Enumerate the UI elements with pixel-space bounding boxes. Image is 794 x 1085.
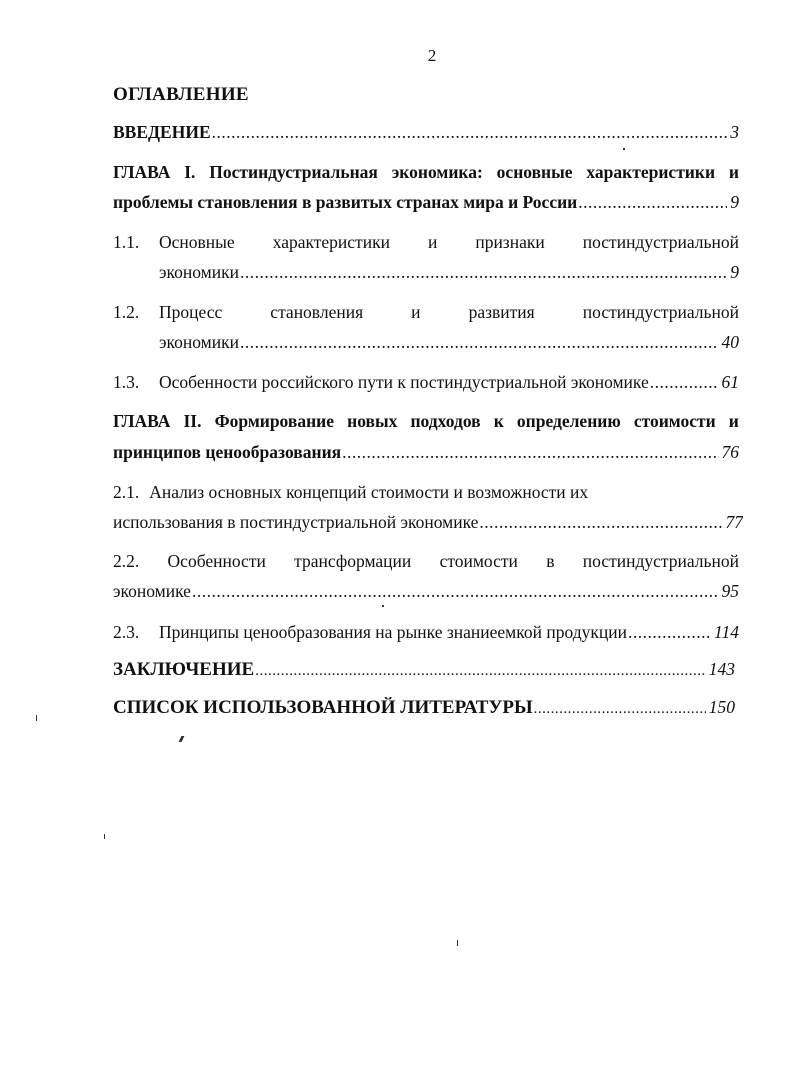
word: новых — [347, 411, 398, 431]
toc-entry-conclusion-page: 143 — [708, 659, 735, 679]
word: к — [493, 411, 504, 431]
word: и — [427, 232, 438, 252]
word: характеристики — [586, 162, 716, 182]
toc-section-number: 1.3. — [113, 372, 140, 392]
word: Процесс — [159, 302, 223, 322]
toc-entry-intro-page: 3 — [730, 122, 739, 142]
toc-section-text: Принципы ценообразования на рынке знаниеемкой продукции — [159, 622, 627, 642]
word: и — [728, 411, 739, 431]
word: и — [728, 162, 739, 182]
toc-section-1-1-line1[interactable] — [159, 232, 739, 253]
leader-dots — [240, 262, 727, 283]
toc-section-1-2-line2[interactable] — [159, 332, 739, 353]
word: постиндустриальной — [582, 232, 739, 252]
toc-section-text: Особенности российского пути к постиндустриальной экономике — [159, 372, 649, 392]
toc-chapter1-page: 9 — [730, 192, 739, 212]
scan-speck — [382, 605, 384, 607]
word: становления — [270, 302, 364, 322]
toc-section-text: использования в постиндустриальной экономике — [113, 512, 479, 532]
toc-entry-references-page: 150 — [708, 697, 735, 717]
toc-section-number: 2.3. — [113, 622, 140, 642]
toc-chapter2-title-line2[interactable] — [113, 442, 739, 463]
toc-section-page: 9 — [730, 262, 739, 282]
toc-chapter1-title-line1[interactable] — [113, 162, 739, 183]
word: Особенности — [167, 551, 266, 571]
word: трансформации — [294, 551, 412, 571]
toc-section-2-1-line2[interactable] — [113, 512, 743, 533]
scan-speck — [179, 736, 185, 742]
toc-chapter1-title-text: проблемы становления в развитых странах мира и России — [113, 192, 578, 212]
word: I. — [184, 162, 196, 182]
toc-entry-intro-label: ВВЕДЕНИЕ — [113, 122, 211, 142]
leader-dots — [255, 663, 706, 680]
toc-title: ОГЛАВЛЕНИЕ — [113, 84, 249, 105]
toc-chapter2-title-line1[interactable] — [113, 411, 739, 432]
toc-chapter1-title-line2[interactable] — [113, 192, 739, 213]
leader-dots — [240, 332, 719, 353]
toc-section-page: 114 — [714, 622, 739, 642]
scan-speck — [457, 940, 458, 946]
word: основные — [496, 162, 573, 182]
word: стоимости — [633, 411, 716, 431]
leader-dots — [192, 581, 719, 602]
toc-section-number: 1.1. — [113, 232, 140, 252]
toc-entry-conclusion[interactable] — [113, 659, 735, 681]
word: II. — [183, 411, 202, 431]
word: ГЛАВА — [113, 162, 171, 182]
word: определению — [516, 411, 621, 431]
word: признаки — [475, 232, 545, 252]
toc-section-2-1-line1[interactable] — [113, 482, 673, 503]
toc-section-text: Анализ основных концепций стоимости и возможности их — [149, 482, 589, 502]
word: Формирование — [214, 411, 335, 431]
leader-dots — [628, 622, 711, 643]
toc-section-text: экономике — [113, 581, 191, 601]
toc-section-1-2-line1[interactable] — [159, 302, 739, 323]
toc-section-1-1-line2[interactable] — [159, 262, 739, 283]
word: ГЛАВА — [113, 411, 171, 431]
toc-section-page: 95 — [721, 581, 739, 601]
word: постиндустриальной — [582, 551, 739, 571]
word: и — [411, 302, 421, 322]
scan-speck — [104, 834, 105, 839]
leader-dots — [479, 512, 722, 533]
toc-entry-references-label: СПИСОК ИСПОЛЬЗОВАННОЙ ЛИТЕРАТУРЫ — [113, 697, 533, 718]
toc-section-1-3[interactable] — [159, 372, 739, 393]
toc-entry-conclusion-label: ЗАКЛЮЧЕНИЕ — [113, 659, 255, 680]
toc-section-text: экономики — [159, 262, 239, 282]
toc-section-number: 2.1. — [113, 482, 140, 502]
word: подходов — [410, 411, 481, 431]
word: в — [546, 551, 555, 571]
page-number: 2 — [427, 46, 437, 65]
leader-dots — [650, 372, 719, 393]
toc-section-2-2-line2[interactable] — [113, 581, 739, 602]
toc-section-2-2-line1[interactable] — [113, 551, 739, 572]
toc-section-number: 2.2. — [113, 551, 140, 571]
toc-section-page: 61 — [721, 372, 739, 392]
toc-section-2-3[interactable] — [159, 622, 739, 643]
toc-entry-references[interactable] — [113, 697, 735, 719]
leader-dots — [534, 701, 706, 718]
leader-dots — [342, 442, 718, 463]
toc-section-page: 77 — [725, 512, 743, 532]
word: Постиндустриальная — [209, 162, 378, 182]
word: экономика: — [391, 162, 483, 182]
word: стоимости — [439, 551, 518, 571]
leader-dots — [212, 122, 728, 143]
leader-dots — [578, 192, 727, 213]
toc-section-number: 1.2. — [113, 302, 140, 322]
word: Основные — [159, 232, 235, 252]
scan-speck — [36, 715, 37, 721]
word: развития — [468, 302, 535, 322]
scan-speck — [623, 148, 625, 150]
toc-section-text: экономики — [159, 332, 239, 352]
word: характеристики — [272, 232, 390, 252]
toc-entry-intro[interactable] — [113, 122, 739, 143]
toc-chapter2-page: 76 — [721, 442, 739, 462]
toc-section-page: 40 — [721, 332, 739, 352]
word: постиндустриальной — [582, 302, 739, 322]
toc-chapter2-title-text: принципов ценообразования — [113, 442, 342, 462]
